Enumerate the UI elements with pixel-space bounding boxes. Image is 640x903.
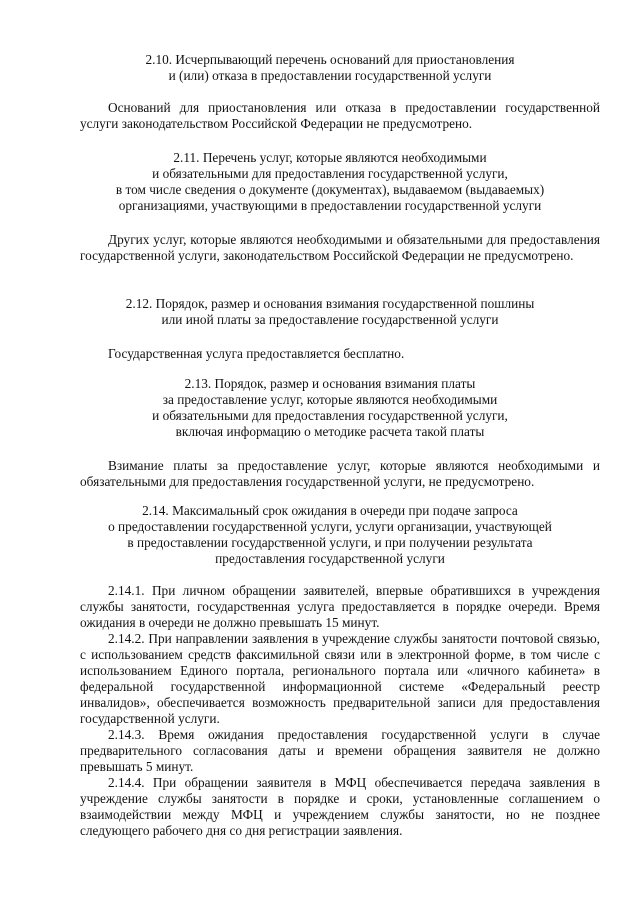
heading-line: или иной платы за предоставление государственной услуги [161,312,499,327]
section-2-14-heading [80,503,580,567]
heading-line: предоставления государственной услуги [215,551,445,566]
section-2-10-text: Оснований для приостановления или отказа в предоставлении государственной услуги законодательством Российской Федерации не предусмотрено. [80,100,600,131]
heading-line: и обязательными для предоставления государственной услуги, [152,166,508,181]
section-2-11-heading [80,150,580,214]
section-2-12-heading [80,296,580,328]
heading-line: и обязательными для предоставления государственной услуги, [152,408,508,423]
heading-line: 2.10. Исчерпывающий перечень оснований для приостановления [145,52,515,67]
heading-line: 2.13. Порядок, размер и основания взимания платы [184,376,476,391]
heading-line: 2.12. Порядок, размер и основания взимания государственной пошлины [125,296,535,311]
section-2-14-2-text: 2.14.2. При направлении заявления в учреждение службы занятости почтовой связью, с использованием средств факсимильной связи или в электронной форме, в том числе с использованием Единого портала, регионального портала или «личного кабинета» в федеральной государственной информационной системе «Федеральный реестр инвалидов», обеспечивается возможность предварительной записи для предоставления государственной услуги. [80,631,600,726]
heading-line: организациями, участвующими в предоставлении государственной услуги [118,198,542,213]
section-2-14-4-text: 2.14.4. При обращении заявителя в МФЦ обеспечивается передача заявления в учреждение службы занятости в порядке и сроки, установленные соглашением о взаимодействии между МФЦ и учреждением службы занятости, но не позднее следующего рабочего дня со дня регистрации заявления. [80,775,600,838]
section-2-14-1-text: 2.14.1. При личном обращении заявителей, впервые обратившихся в учреждения службы занятости, государственная услуга предоставляется в порядке очереди. Время ожидания в очереди не должно превышать 15 минут. [80,583,600,630]
heading-line: в том числе сведения о документе (документах), выдаваемом (выдаваемых) [115,182,545,197]
heading-line: за предоставление услуг, которые являются необходимыми [162,392,498,407]
section-2-13-text: Взимание платы за предоставление услуг, которые являются необходимыми и обязательными для предоставления государственной услуги, не предусмотрено. [80,458,600,489]
heading-line: 2.11. Перечень услуг, которые являются необходимыми [173,150,487,165]
section-2-13-heading [80,376,580,440]
heading-line: в предоставлении государственной услуги, и при получении результата [127,535,533,550]
heading-line: включая информацию о методике расчета такой платы [175,424,485,439]
section-2-14-3-text: 2.14.3. Время ожидания предоставления государственной услуги в случае предварительного согласования даты и времени обращения заявителя не должно превышать 5 минут. [80,727,600,774]
heading-line: и (или) отказа в предоставлении государственной услуги [168,68,492,83]
section-2-10-heading [80,52,580,84]
heading-line: о предоставлении государственной услуги, услуги организации, участвующей [108,519,552,534]
section-2-12-text: Государственная услуга предоставляется бесплатно. [108,346,405,361]
heading-line: 2.14. Максимальный срок ожидания в очереди при подаче запроса [142,503,518,518]
section-2-11-text: Других услуг, которые являются необходимыми и обязательными для предоставления государственной услуги, законодательством Российской Федерации не предусмотрено. [80,232,600,263]
